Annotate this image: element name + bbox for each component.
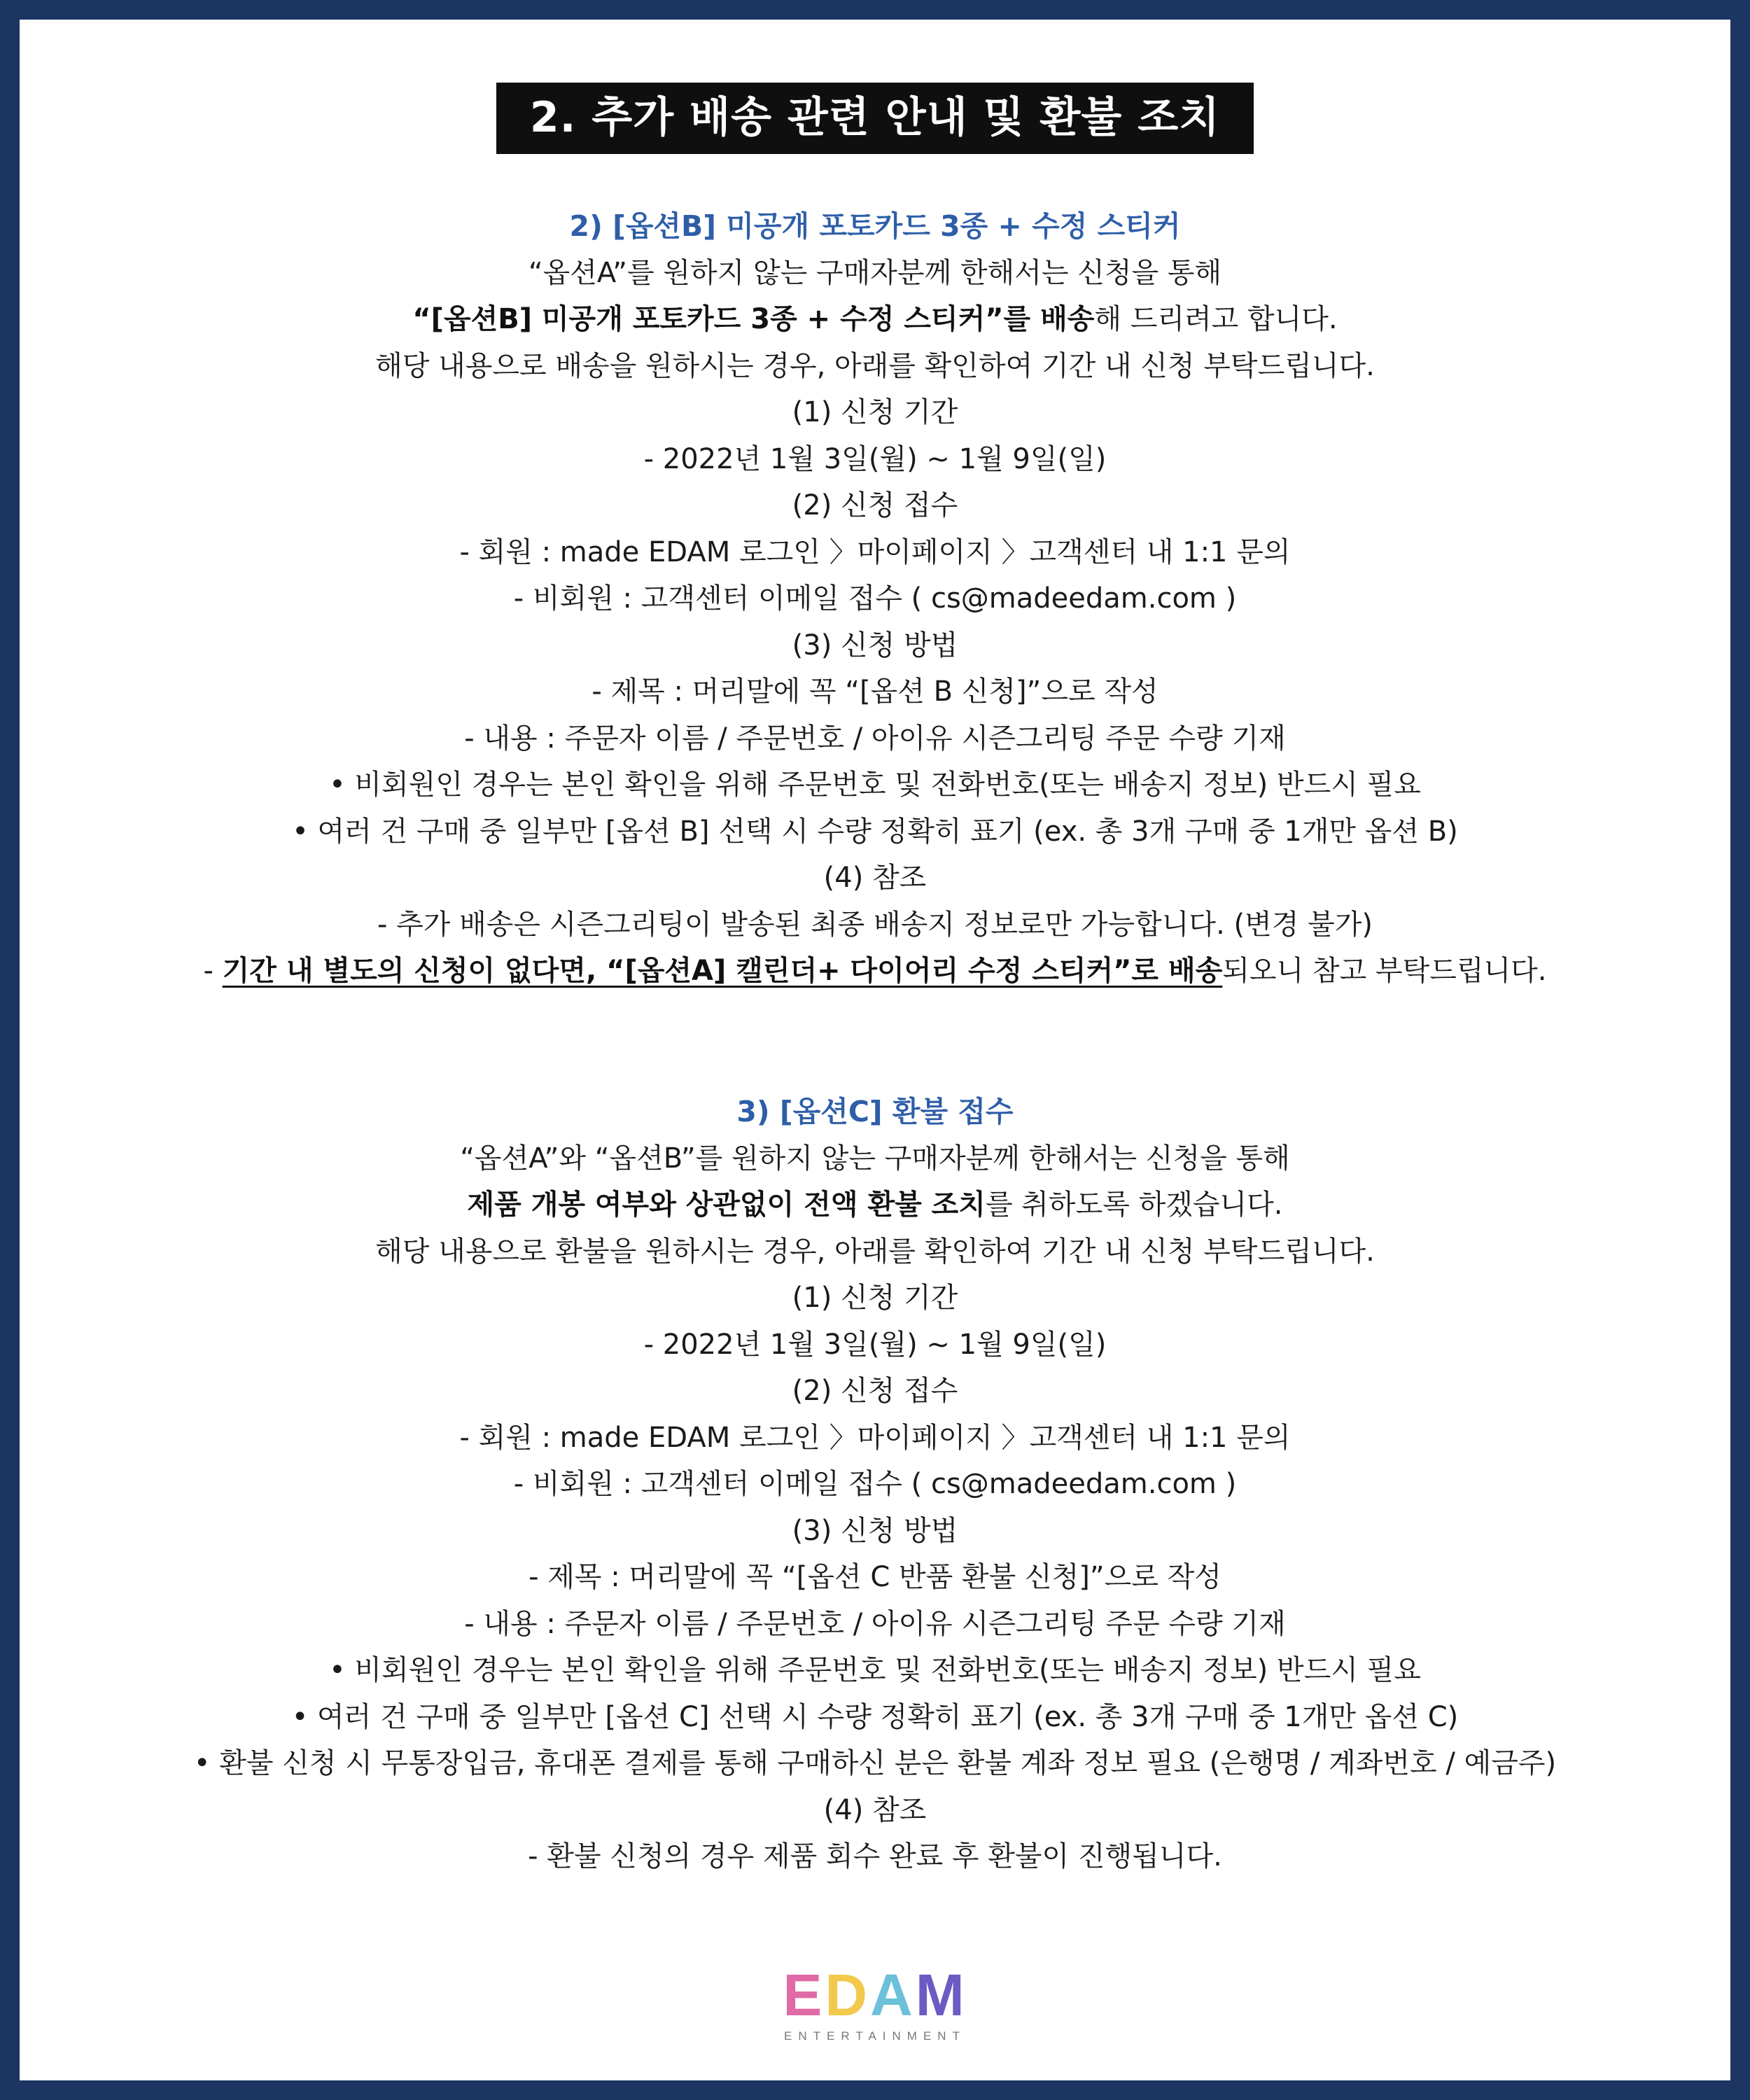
logo-letter-e: E [783, 1962, 825, 2028]
option-b-period-label: (1) 신청 기간 [792, 396, 958, 428]
option-c-receipt-member: - 회원 : made EDAM 로그인 〉마이페이지 〉고객센터 내 1:1 문의 [459, 1421, 1291, 1454]
option-c-method-content: - 내용 : 주문자 이름 / 주문번호 / 아이유 시즌그리팅 주문 수량 기재 [464, 1607, 1286, 1640]
option-b-heading: 2) [옵션B] 미공개 포토카드 3종 + 수정 스티커 [569, 209, 1181, 243]
logo-wordmark [20, 1963, 1730, 2026]
option-b-receipt-label: (2) 신청 접수 [792, 489, 958, 522]
option-b-receipt-nonmember: - 비회원 : 고객센터 이메일 접수 ( cs@madeedam.com ) [513, 582, 1237, 615]
option-b-intro-2-rest: 해 드리려고 합니다. [1094, 303, 1338, 335]
option-b-period-value: - 2022년 1월 3일(월) ~ 1월 9일(일) [643, 442, 1107, 475]
logo-letter-a: A [870, 1962, 916, 2028]
option-c-method-label: (3) 신청 방법 [792, 1514, 958, 1547]
option-b-ref-2 [20, 948, 1730, 995]
option-c-receipt-label: (2) 신청 접수 [792, 1375, 958, 1407]
option-b-ref-2-prefix: - [203, 955, 223, 987]
option-c-method-note-3: • 환불 신청 시 무통장입금, 휴대폰 결제를 통해 구매하신 분은 환불 계좌 정보 필요 (은행명 / 계좌번호 / 예금주) [193, 1747, 1557, 1779]
option-b-ref-2-bold: 기간 내 별도의 신청이 없다면, “[옵션A] 캘린더+ 다이어리 수정 스티커”로 배송 [222, 955, 1223, 987]
option-b-intro-2 [20, 296, 1730, 343]
page-title: 2. 추가 배송 관련 안내 및 환불 조치 [496, 83, 1254, 154]
option-b-ref-label: (4) 참조 [823, 862, 927, 894]
option-c-intro-1: “옵션A”와 “옵션B”를 원하지 않는 구매자분께 한해서는 신청을 통해 [460, 1142, 1290, 1175]
option-c-intro-3: 해당 내용으로 환불을 원하시는 경우, 아래를 확인하여 기간 내 신청 부탁드립니다. [375, 1235, 1375, 1268]
option-b-section [20, 203, 1730, 995]
option-c-method-note-1: • 비회원인 경우는 본인 확인을 위해 주문번호 및 전화번호(또는 배송지 정보) 반드시 필요 [329, 1654, 1421, 1686]
option-c-period-value: - 2022년 1월 3일(월) ~ 1월 9일(일) [643, 1328, 1107, 1361]
option-b-method-note-2: • 여러 건 구매 중 일부만 [옵션 B] 선택 시 수량 정확히 표기 (ex. 총 3개 구매 중 1개만 옵션 B) [292, 815, 1458, 848]
option-b-method-note-1: • 비회원인 경우는 본인 확인을 위해 주문번호 및 전화번호(또는 배송지 정보) 반드시 필요 [329, 769, 1421, 801]
option-c-ref-1: - 환불 신청의 경우 제품 회수 완료 후 환불이 진행됩니다. [528, 1840, 1222, 1872]
option-b-ref-2-rest: 되오니 참고 부탁드립니다. [1222, 955, 1547, 987]
option-c-receipt-nonmember: - 비회원 : 고객센터 이메일 접수 ( cs@madeedam.com ) [513, 1468, 1237, 1500]
logo-tagline: ENTERTAINMENT [784, 2029, 966, 2043]
option-c-intro-2 [20, 1182, 1730, 1228]
option-b-method-content: - 내용 : 주문자 이름 / 주문번호 / 아이유 시즌그리팅 주문 수량 기재 [464, 722, 1286, 755]
option-b-receipt-member: - 회원 : made EDAM 로그인 〉마이페이지 〉고객센터 내 1:1 문의 [459, 536, 1291, 568]
option-c-heading: 3) [옵션C] 환불 접수 [736, 1095, 1014, 1128]
option-b-method-subject: - 제목 : 머리말에 꼭 “[옵션 B 신청]”으로 작성 [592, 676, 1158, 708]
logo-letter-m: M [915, 1962, 967, 2028]
option-c-method-subject: - 제목 : 머리말에 꼭 “[옵션 C 반품 환불 신청]”으로 작성 [528, 1561, 1222, 1593]
option-c-intro-2-rest: 를 취하도록 하겠습니다. [985, 1189, 1283, 1221]
title-wrap [20, 83, 1730, 154]
option-b-method-label: (3) 신청 방법 [792, 629, 958, 662]
option-c-period-label: (1) 신청 기간 [792, 1282, 958, 1314]
option-c-intro-2-bold: 제품 개봉 여부와 상관없이 전액 환불 조치 [467, 1189, 986, 1221]
option-b-ref-1: - 추가 배송은 시즌그리팅이 발송된 최종 배송지 정보로만 가능합니다. (변경 불가) [377, 908, 1373, 941]
option-c-section [20, 1088, 1730, 1880]
logo-letter-d: D [825, 1962, 871, 2028]
option-c-method-note-2: • 여러 건 구매 중 일부만 [옵션 C] 선택 시 수량 정확히 표기 (ex. 총 3개 구매 중 1개만 옵션 C) [291, 1700, 1459, 1733]
option-c-ref-label: (4) 참조 [823, 1793, 927, 1826]
option-b-intro-2-bold: “[옵션B] 미공개 포토카드 3종 + 수정 스티커”를 배송 [412, 303, 1095, 335]
option-b-intro-1: “옵션A”를 원하지 않는 구매자분께 한해서는 신청을 통해 [528, 256, 1222, 289]
edam-logo [20, 1963, 1730, 2043]
option-b-intro-3: 해당 내용으로 배송을 원하시는 경우, 아래를 확인하여 기간 내 신청 부탁드립니다. [375, 349, 1375, 382]
